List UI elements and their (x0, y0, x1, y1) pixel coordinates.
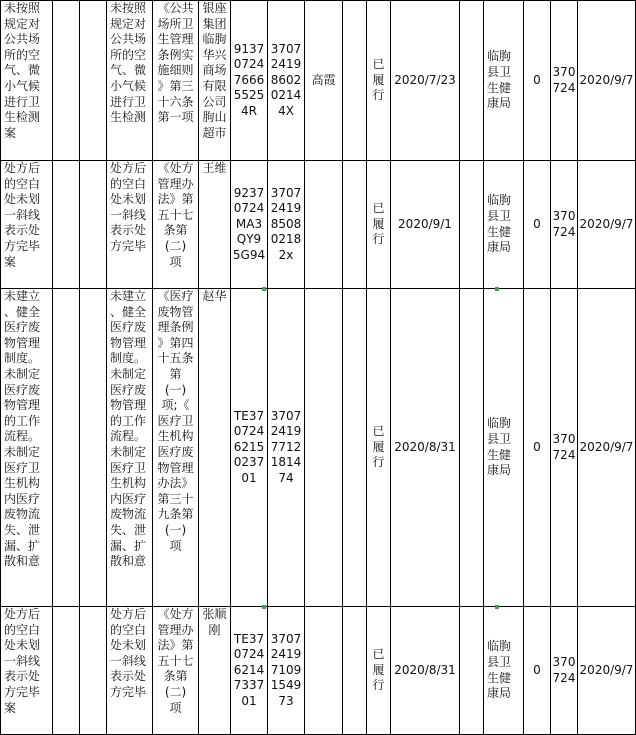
row-decision-date: 2020/8/31 (394, 439, 456, 454)
table-cell (391, 161, 460, 289)
table-cell (460, 161, 484, 289)
table-cell (153, 161, 199, 289)
table-cell (53, 289, 80, 607)
row-credit-code: TE37 0724 6214 7337 01 (233, 631, 265, 708)
table-cell (1, 289, 53, 607)
table-cell (53, 607, 80, 735)
row-authority: 临朐 县卫 生健 康局 (487, 49, 512, 111)
table-row (1, 161, 636, 289)
comment-marker (262, 605, 266, 609)
table-cell (367, 289, 391, 607)
table-cell (1, 1, 53, 161)
table-cell (153, 289, 199, 607)
table-cell (80, 161, 107, 289)
table-cell (524, 607, 551, 735)
table-cell (460, 289, 484, 607)
table-cell (484, 161, 524, 289)
table-cell (107, 1, 153, 161)
table-cell (484, 607, 524, 735)
table-cell (551, 607, 578, 735)
table-cell (53, 1, 80, 161)
row-id-number: 3707 2419 7712 1814 74 (270, 408, 302, 485)
table-cell (305, 1, 343, 161)
row-amount: 0 (533, 439, 541, 454)
table-cell (343, 607, 367, 735)
row-status: 已 履 行 (372, 647, 385, 693)
row-reason: 处方后 的空白 处未划 一斜线 表示处 方完毕 案 (4, 607, 41, 715)
row-party-name: 张顺 刚 (202, 607, 227, 637)
row-violation: 未按照 规定对 公共场 所的空 气、微 小气候 进行卫 生检测 (110, 1, 147, 125)
row-status: 已 履 行 (372, 201, 385, 247)
row-authority: 临朐 县卫 生健 康局 (487, 416, 512, 478)
row-reason: 处方后 的空白 处未划 一斜线 表示处 方完毕 案 (4, 161, 41, 269)
table-cell (107, 289, 153, 607)
table-cell (231, 607, 268, 735)
table-cell (578, 289, 636, 607)
row-area-code: 370 724 (552, 64, 576, 95)
table-cell (578, 161, 636, 289)
table-cell (343, 1, 367, 161)
row-credit-code: 9237 0724 MA3 QY9 5G94 (232, 185, 266, 262)
table-cell (1, 161, 53, 289)
table-cell (391, 607, 460, 735)
table-cell (199, 289, 231, 607)
table-row (1, 1, 636, 161)
table-cell (578, 1, 636, 161)
row-violation: 未建立 、健全 医疗废 物管理 制度。 未制定 医疗废 物管理 的工作 流程。 未制定 医疗卫 生机构 内医疗 废物流 失、泄 漏、扩 散和意 (110, 289, 147, 569)
row-status: 已 履 行 (372, 57, 385, 103)
row-reason: 未建立 、健全 医疗废 物管理 制度。 未制定 医疗废 物管理 的工作 流程。 未制定 医疗卫 生机构 内医疗 废物流 失、泄 漏、扩 散和意 (4, 289, 41, 569)
row-decision-date: 2020/8/31 (394, 662, 456, 677)
table-cell (80, 1, 107, 161)
table-cell (268, 1, 305, 161)
table-cell (268, 607, 305, 735)
table-cell (153, 1, 199, 161)
table-cell (484, 289, 524, 607)
table-row (1, 289, 636, 607)
table-cell (231, 289, 268, 607)
table-cell (484, 1, 524, 161)
table-cell (460, 607, 484, 735)
row-party-name: 王维 (202, 161, 227, 175)
table-cell (199, 607, 231, 735)
row-authority: 临朐 县卫 生健 康局 (487, 193, 512, 255)
table-cell (305, 607, 343, 735)
table-cell (391, 289, 460, 607)
table-cell (199, 1, 231, 161)
table-cell (80, 289, 107, 607)
row-violation: 处方后 的空白 处未划 一斜线 表示处 方完毕 (110, 607, 147, 699)
row-legal-representative: 高霞 (311, 72, 336, 87)
table-cell (268, 289, 305, 607)
row-legal-basis: 《公共 场所卫 生管理 条例实 施细则 》第三 十六条 第一项 (157, 1, 194, 125)
table-cell (305, 289, 343, 607)
row-legal-basis: 《医疗 废物管 理条例 》第四 十五条 第 (一) 项;《 医疗卫 生机构 医疗废 物管理 办法》 第三十 九条第 (一) 项 (157, 289, 194, 553)
row-status: 已 履 行 (372, 424, 385, 470)
row-reason: 未按照 规定对 公共场 所的空 气、微 小气候 进行卫 生检测 案 (4, 1, 41, 140)
row-amount: 0 (533, 72, 541, 87)
table-cell (53, 161, 80, 289)
table-row (1, 607, 636, 735)
row-amount: 0 (533, 216, 541, 231)
comment-marker (495, 605, 499, 609)
table-cell (199, 161, 231, 289)
table-cell (231, 161, 268, 289)
row-decision-date: 2020/7/23 (394, 72, 456, 87)
row-id-number: 3707 2419 8602 0214 4X (270, 41, 302, 118)
row-area-code: 370 724 (552, 431, 576, 462)
row-violation: 处方后 的空白 处未划 一斜线 表示处 方完毕 (110, 161, 147, 253)
row-id-number: 3707 2419 7109 1549 73 (270, 631, 302, 708)
row-party-name: 赵华 (202, 289, 227, 303)
table-cell (305, 161, 343, 289)
comment-marker (495, 287, 499, 291)
comment-marker (262, 287, 266, 291)
table-cell (153, 607, 199, 735)
table-cell (268, 161, 305, 289)
table-cell (524, 1, 551, 161)
table-cell (578, 607, 636, 735)
table-cell (460, 1, 484, 161)
row-decision-date: 2020/9/1 (398, 216, 452, 231)
row-credit-code: TE37 0724 6215 0237 01 (233, 408, 265, 485)
table-cell (367, 161, 391, 289)
table-cell (343, 161, 367, 289)
table-cell (524, 161, 551, 289)
row-valid-date: 2020/9/7 (579, 72, 634, 87)
table-cell (524, 289, 551, 607)
table-cell (551, 289, 578, 607)
row-amount: 0 (533, 662, 541, 677)
table-cell (107, 607, 153, 735)
table-cell (343, 289, 367, 607)
row-authority: 临朐 县卫 生健 康局 (487, 639, 512, 701)
table-cell (1, 607, 53, 735)
table-cell (231, 1, 268, 161)
row-area-code: 370 724 (552, 208, 576, 239)
table-cell (551, 161, 578, 289)
row-area-code: 370 724 (552, 654, 576, 685)
row-valid-date: 2020/9/7 (579, 216, 634, 231)
row-legal-basis: 《处方 管理办 法》第 五十七 条第 (二) 项 (157, 161, 194, 269)
row-id-number: 3707 2419 8508 0218 2x (270, 185, 302, 262)
row-legal-basis: 《处方 管理办 法》第 五十七 条第 (二) 项 (157, 607, 194, 715)
table-cell (391, 1, 460, 161)
row-valid-date: 2020/9/7 (579, 662, 634, 677)
table-cell (551, 1, 578, 161)
row-credit-code: 9137 0724 7666 5525 4R (233, 41, 265, 118)
row-valid-date: 2020/9/7 (579, 439, 634, 454)
table-cell (107, 161, 153, 289)
table-cell (367, 607, 391, 735)
row-party-name: 银座 集团 临朐 华兴 商场 有限 公司 朐山 超市 (202, 1, 227, 140)
table-cell (367, 1, 391, 161)
table-cell (80, 607, 107, 735)
